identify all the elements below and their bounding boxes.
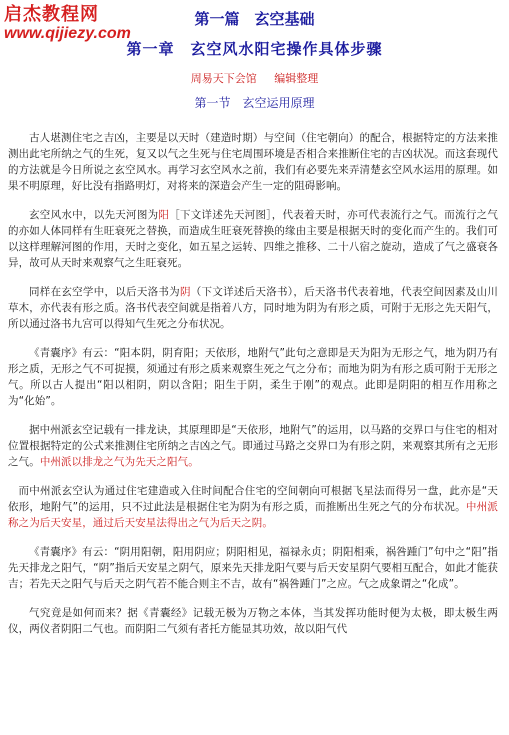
watermark-url: www.qijiezy.com (4, 24, 131, 42)
paragraph: 气究竟是如何而来？据《青囊经》记载无极为万物之本体，当其发挥功能时便为太极，即太极生两仪，两仪者阴阳二气也。而阴阳二气须有者托方能显其功效，故以阳气代 (8, 607, 498, 635)
paragraph: 据中州派玄空记载有一排龙诀，其原理即是“天依形，地附气”的运用，以马路的交界口与住宅的相对位置根据特定的公式来推测住宅所纳之吉凶之气。即通过马路之交界口为有形之阴，来观察其所有之无形之气。中州派以排龙之气为先天之阳气。 (8, 424, 498, 468)
part-title: 第一篇 玄空基础 (194, 10, 315, 28)
paragraph: 玄空风水中，以先天河图为阳［下文详述先天河图］，代表着天时，亦可代表流行之气。而流行之气的亦如人体同样有生旺衰死之替换，而造成生旺衰死替换的缘由主要是根据天时的变化而产生的。我们可以这样理解河图的作用，天时之变化，如五星之运转、四维之推移、二十八宿之旋动，造成了气之盛衰各异，故可从天时来观察气之生旺衰死。 (8, 209, 498, 269)
highlight-text: 阳 (158, 209, 170, 221)
watermark-site-name: 启杰教程网 (4, 4, 99, 24)
paragraph: 同样在玄空学中，以后天洛书为阴（下文详述后天洛书），后天洛书代表着地，代表空间因素及山川草木，亦代表有形之质。洛书代表空间就是指着八方，同时地为阴为有形之质，可附于无形之先天阳气，所以通过洛书九宫可以得知气生死之分布状况。 (8, 286, 498, 330)
author-line (0, 70, 509, 86)
document-body (8, 130, 498, 650)
paragraph: 古人堪测住宅之吉凶，主要是以天时（建造时期）与空间（住宅朝向）的配合，根据特定的方法来推测出此宅所纳之气的生死，复又以气之生死与住宅周围环境是否相合来推断住宅的吉凶状况。而这套现代的方法就是今日所说之玄空风水。再学习玄空风水之前，我们有必要先来弄清楚玄空风水运用的原理。如果不明原理，好比没有指路明灯，对将来的深造会产生一定的阻碍影响。 (8, 132, 498, 192)
highlight-text: 中州派称之为后天安星，通过后天安星法得出之气为后天之阴。 (8, 501, 498, 529)
site-watermark (4, 4, 131, 43)
paragraph: 《青囊序》有云：“阳本阴，阴育阳；天依形，地附气”此句之意即是天为阳为无形之气，地为阴乃有形之质，无形之气不可捉摸，须通过有形之质来观察生死之气之分布；而地为阴为有形之质可附于无形之气。所以古人提出“阳以相阴，阴以含阳；阳生于阴，柔生于刚”的观点。此即是阴阳的相互作用称之为“化始”。 (8, 347, 498, 407)
highlight-text: 中州派以排龙之气为先天之阳气。 (39, 456, 199, 468)
section-title: 第一节 玄空运用原理 (194, 96, 315, 110)
highlight-text: 阴 (179, 286, 191, 298)
paragraph: 而中州派玄空认为通过住宅建造或入住时间配合住宅的空间朝向可根据飞星法而得另一盘，此亦是“天依形，地附气”的运用，只不过此法是根据住宅为阴为有形之质，而推断出生死之气的分布状况。中州派称之为后天安星，通过后天安星法得出之气为后天之阴。 (8, 485, 498, 529)
paragraph: 《青囊序》有云：“阴用阳朝，阳用阴应；阴阳相见，福禄永贞；阴阳相乘，祸咎踵门”句中之“阳”指先天排龙之阳气，“阴”指后天安星之阴气，原来先天排龙阳气要与后天安星阴气要相互配合，如此才能获吉；若先天之阳气与后天之阴气若不能合则主不吉，故有“祸咎踵门”之应。气之成象谓之“化成”。 (8, 546, 498, 590)
chapter-title: 第一章 玄空风水阳宅操作具体步骤 (126, 40, 383, 58)
editor: 编辑整理 (274, 72, 319, 85)
author: 周易天下会馆 (190, 72, 257, 85)
